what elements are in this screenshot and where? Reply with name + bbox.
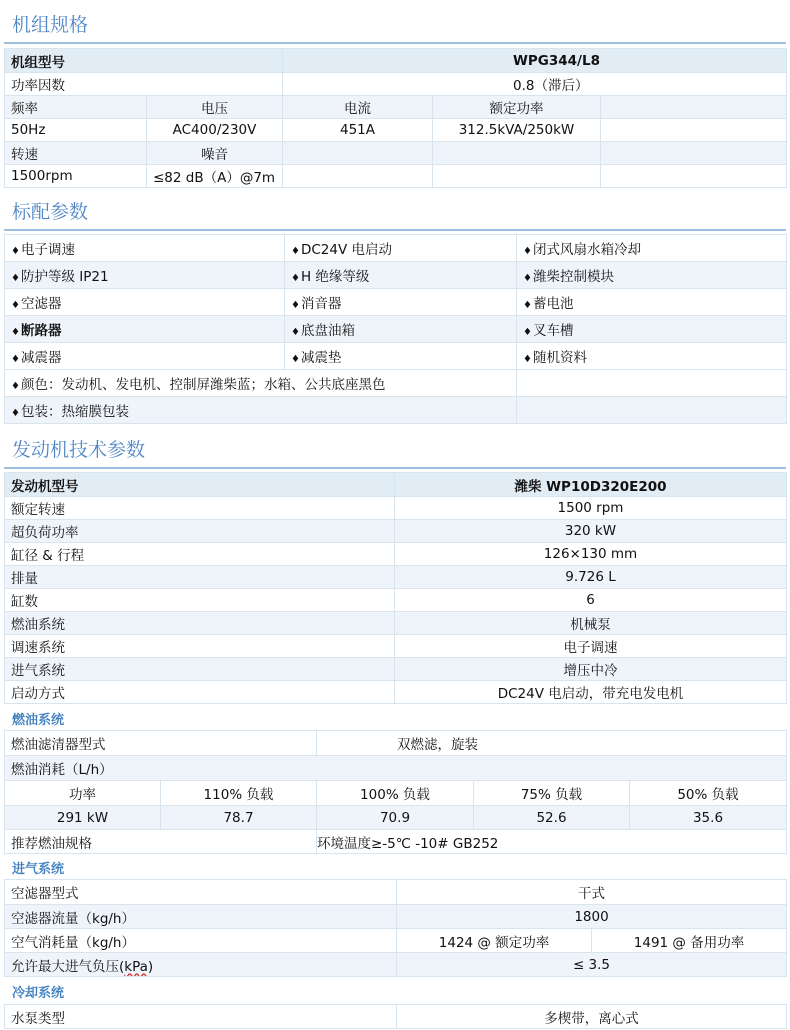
table-row [5,929,787,953]
config-item: ♦潍柴控制模块 [517,262,787,289]
bullet-icon: ♦ [523,246,532,257]
unit-model-value: WPG344/L8 [283,49,787,73]
engine-param-label: 调速系统 [5,635,395,658]
air-consumption-label: 空气消耗量（kg/h） [5,929,397,953]
engine-param-value: 机械泵 [395,612,787,635]
table-row [5,830,787,854]
pf-label: 功率因数 [5,73,283,96]
table-row [5,73,787,96]
section-title-unit-spec: 机组规格 [12,14,89,36]
table-row [5,806,787,830]
intake-system-title: 进气系统 [12,862,65,877]
table-row [5,343,787,370]
table-row [5,165,787,188]
config-item: ♦减震垫 [285,343,517,370]
config-item: ♦闭式风扇水箱冷却 [517,235,787,262]
air-filter-type-label: 空滤器型式 [5,880,397,905]
table-row [5,880,787,905]
bullet-icon: ♦ [291,273,300,284]
noise-label: 噪音 [147,142,283,165]
unit-model-label: 机组型号 [5,49,283,73]
bullet-icon: ♦ [291,300,300,311]
engine-param-label: 启动方式 [5,681,395,704]
rated-value: 312.5kVA/250kW [433,119,601,142]
engine-param-label: 进气系统 [5,658,395,681]
fuel-spec-value: 环境温度≥-5℃ -10# GB252 [317,830,787,854]
table-row [5,953,787,977]
bullet-icon: ♦ [291,327,300,338]
engine-table [4,472,787,704]
water-pump-value: 多楔带，离心式 [397,1005,787,1029]
air-filter-flow-value: 1800 [397,905,787,929]
engine-param-label: 超负荷功率 [5,520,395,543]
section-title-std-config: 标配参数 [12,201,89,223]
table-row [5,370,787,397]
load-header-110: 110% 负载 [161,781,317,806]
load-value-100: 70.9 [317,806,474,830]
noise-value: ≤82 dB（A）@7m [147,165,283,188]
fuel-spec-label: 推荐燃油规格 [5,830,317,854]
table-row [5,589,787,612]
engine-param-value: DC24V 电启动，带充电发电机 [395,681,787,704]
section-divider [4,467,786,469]
table-row [5,658,787,681]
table-row [5,612,787,635]
table-row [5,756,787,781]
fuel-filter-value: 双燃滤，旋装 [317,731,787,756]
load-header-50: 50% 负载 [630,781,787,806]
section-title-engine-tech: 发动机技术参数 [12,439,146,461]
table-row [5,520,787,543]
engine-param-label: 缸径 & 行程 [5,543,395,566]
air-consumption-rated: 1424 @ 额定功率 [397,929,592,953]
engine-param-label: 排量 [5,566,395,589]
load-value-75: 52.6 [474,806,630,830]
table-row [5,119,787,142]
table-row [5,235,787,262]
speed-value: 1500rpm [5,165,147,188]
bullet-icon: ♦ [291,246,300,257]
air-filter-flow-label: 空滤器流量（kg/h） [5,905,397,929]
load-header-100: 100% 负载 [317,781,474,806]
table-row [5,289,787,316]
fuel-consumption-label: 燃油消耗（L/h） [5,756,787,781]
bullet-icon: ♦ [523,354,532,365]
bullet-icon: ♦ [11,246,20,257]
freq-label: 频率 [5,96,147,119]
volt-label: 电压 [147,96,283,119]
table-row [5,49,787,73]
config-item: ♦底盘油箱 [285,316,517,343]
engine-model-label: 发动机型号 [5,473,395,497]
cooling-system-title: 冷却系统 [12,986,65,1001]
engine-param-value: 9.726 L [395,566,787,589]
load-header-power: 功率 [5,781,161,806]
table-row [5,397,787,424]
load-value-110: 78.7 [161,806,317,830]
table-row [5,497,787,520]
bullet-icon: ♦ [11,300,20,311]
load-value-power: 291 kW [5,806,161,830]
config-item: ♦消音器 [285,289,517,316]
table-row [5,566,787,589]
intake-pressure-value: ≤ 3.5 [397,953,787,977]
fuel-table [4,730,787,854]
bullet-icon: ♦ [11,354,20,365]
load-header-75: 75% 负载 [474,781,630,806]
fuel-filter-label: 燃油滤清器型式 [5,731,317,756]
config-item: ♦叉车槽 [517,316,787,343]
config-item: ♦断路器 [5,316,285,343]
engine-param-value: 1500 rpm [395,497,787,520]
intake-table [4,879,787,977]
engine-param-label: 缸数 [5,589,395,612]
rated-label: 额定功率 [433,96,601,119]
table-row [5,543,787,566]
curr-label: 电流 [283,96,433,119]
bullet-icon: ♦ [523,327,532,338]
intake-pressure-label: 允许最大进气负压(kPa) [5,953,397,977]
section-divider [4,229,786,231]
engine-param-label: 燃油系统 [5,612,395,635]
volt-value: AC400/230V [147,119,283,142]
config-item: ♦蓄电池 [517,289,787,316]
engine-param-value: 电子调速 [395,635,787,658]
bullet-icon: ♦ [11,273,20,284]
engine-param-value: 增压中冷 [395,658,787,681]
std-config-table [4,234,787,424]
config-item: ♦空滤器 [5,289,285,316]
unit-spec-table [4,48,787,188]
table-row [5,1005,787,1029]
speed-label: 转速 [5,142,147,165]
config-item: ♦H 绝缘等级 [285,262,517,289]
bullet-icon: ♦ [11,381,20,392]
air-consumption-standby: 1491 @ 备用功率 [592,929,787,953]
table-row [5,262,787,289]
bullet-icon: ♦ [11,327,20,338]
engine-param-value: 6 [395,589,787,612]
bullet-icon: ♦ [11,408,20,419]
bullet-icon: ♦ [523,300,532,311]
cooling-table [4,1004,787,1029]
color-note: ♦颜色：发动机、发电机、控制屏潍柴蓝；水箱、公共底座黑色 [5,370,517,397]
table-row [5,142,787,165]
air-filter-type-value: 干式 [397,880,787,905]
config-item: ♦电子调速 [5,235,285,262]
water-pump-label: 水泵类型 [5,1005,397,1029]
engine-model-value: 潍柴 WP10D320E200 [395,473,787,497]
fuel-system-title: 燃油系统 [12,713,65,728]
pack-note: ♦包装：热缩膜包装 [5,397,517,424]
engine-param-value: 320 kW [395,520,787,543]
engine-param-value: 126×130 mm [395,543,787,566]
bullet-icon: ♦ [523,273,532,284]
table-row [5,781,787,806]
table-row [5,731,787,756]
freq-value: 50Hz [5,119,147,142]
section-divider [4,42,786,44]
config-item: ♦减震器 [5,343,285,370]
table-row [5,635,787,658]
table-row [5,473,787,497]
curr-value: 451A [283,119,433,142]
table-row [5,905,787,929]
bullet-icon: ♦ [291,354,300,365]
config-item: ♦随机资料 [517,343,787,370]
pf-value: 0.8（滞后） [283,73,787,96]
table-row [5,681,787,704]
load-value-50: 35.6 [630,806,787,830]
table-row [5,316,787,343]
engine-param-label: 额定转速 [5,497,395,520]
config-item: ♦DC24V 电启动 [285,235,517,262]
config-item: ♦防护等级 IP21 [5,262,285,289]
table-row [5,96,787,119]
